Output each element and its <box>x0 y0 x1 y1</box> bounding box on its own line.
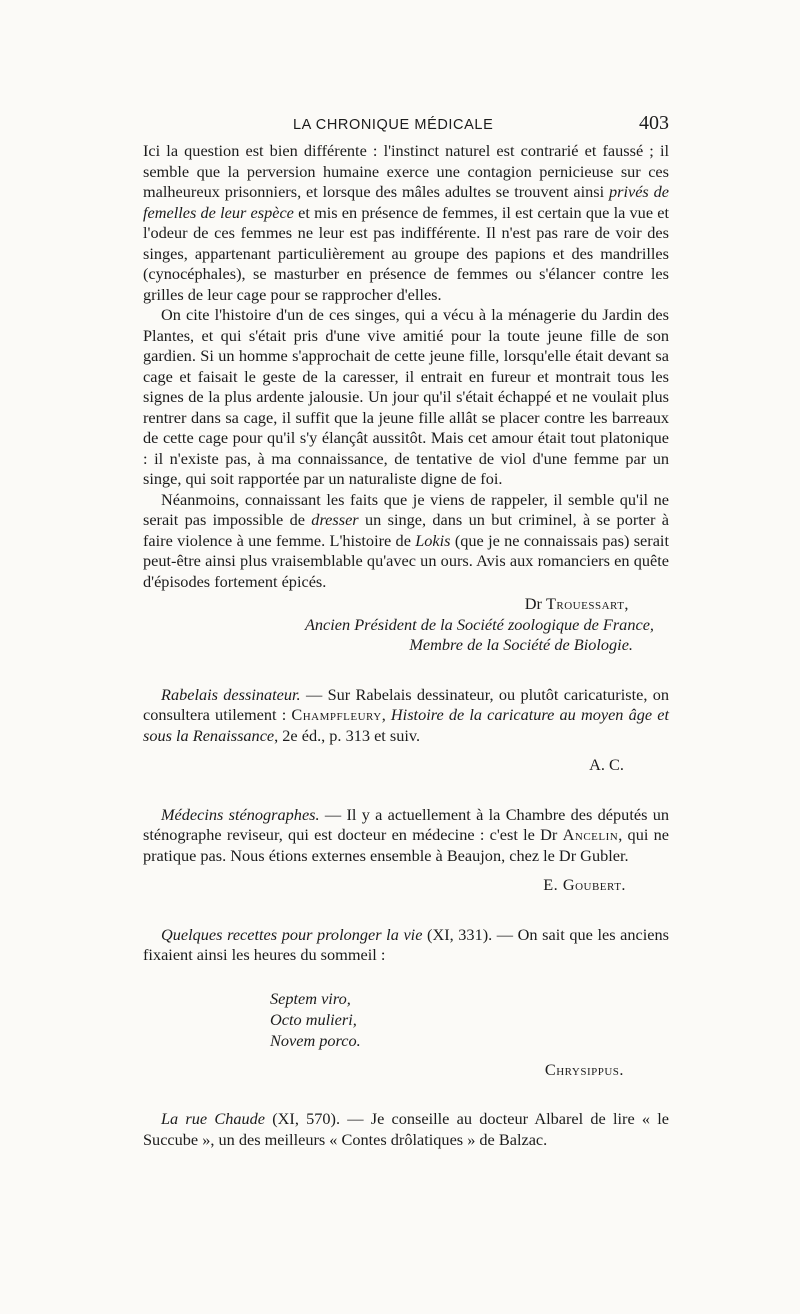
page-header <box>143 108 669 138</box>
italic-text: dresser <box>311 510 359 529</box>
page-number: 403 <box>639 112 669 134</box>
italic-text: Médecins sténographes. <box>161 804 320 824</box>
note-rue-chaude-text: La rue Chaude (XI, 570). — Je conseille au docteur Albarel de lire « le Succube », un des meilleurs « Contes drôlatiques » de Balzac. <box>143 1109 670 1149</box>
article-signature-name <box>143 594 669 615</box>
italic-text: Rabelais dessinateur. <box>161 684 301 704</box>
running-title: LA CHRONIQUE MÉDICALE <box>293 117 494 133</box>
italic-text: Lokis <box>415 530 451 550</box>
note-rue-chaude <box>143 1109 669 1150</box>
verse-line: Octo mulieri, <box>270 1009 357 1029</box>
article-paragraph-1: Ici la question est bien différente : l'instinct naturel est contrarié et faussé ; il semble que la perversion humaine exerce une contagion pernicieuse sur ces malheureux prisonniers, et lorsque des mâles adultes se trouvent ainsi privés de femelles de leur espèce et mis en présence de femmes, il est certain que la vue et l'odeur de ces femmes ne leur est pas indifférente. Il n'est pas rare de voir des singes, appartenant particulièrement au groupe des papions et des mandrilles (cynocéphales), se masturber en présence de femmes ou s'élancer contre les grilles de leur cage pour se rapprocher d'elles. <box>143 141 669 304</box>
note-stenographes-signature: E. Goubert. <box>543 875 626 894</box>
signature-title-1: Ancien Président de la Société zoologique de France, <box>304 614 654 634</box>
italic-text: Histoire de la caricature au moyen âge et sous la Renaissance <box>143 705 669 745</box>
note-recettes-signature: Chrysippus. <box>544 1059 624 1079</box>
note-recettes-text: Quelques recettes pour prolonger la vie (XI, 331). — On sait que les anciens fixaient ainsi les heures du sommeil : <box>143 924 669 964</box>
verse-line: Septem viro, <box>270 988 351 1008</box>
signature-prefix: Dr <box>524 594 542 613</box>
verse-line: Novem porco. <box>270 1030 361 1050</box>
note-rabelais-signature: A. C. <box>589 755 624 774</box>
note-rabelais-text: Rabelais dessinateur. — Sur Rabelais dessinateur, ou plutôt caricaturiste, on consultera utilement : Champfleury, Histoire de la caricature au moyen âge et sous la Renaissance, 2e éd., p. 313 et suiv. <box>143 684 669 745</box>
italic-text: Quelques recettes pour prolonger la vie <box>161 924 423 944</box>
note-stenographes-text: Médecins sténographes. — Il y a actuellement à la Chambre des députés un sténographe reviseur, qui est docteur en médecine : c'est le Dr Ancelin, qui ne pratique pas. Nous étions externes ensemble à Beaujon, chez le Dr Gubler. <box>143 804 669 865</box>
italic-text: privés de femelles de leur espèce <box>143 182 669 222</box>
article-paragraph-2: On cite l'histoire d'un de ces singes, qui a vécu à la ménagerie du Jardin des Plantes, et qui s'était pris d'une vive amitié pour la toute jeune fille de son gardien. Si un homme s'approchait de cette jeune fille, lorsqu'elle était devant sa cage et faisait le geste de la caresser, il entrait en fureur et montrait tous les signes de la plus ardente jalousie. Un jour qu'il s'était échappé et ne voulait plus rentrer dans sa cage, il suffit que la jeune fille allât se placer contre les barreaux de cette cage pour qu'il s'y élançât aussitôt. Mais cet amour était tout platonique : il n'existe pas, à ma connaissance, de tentative de viol d'une femme par un singe, qui soit rapportée par un naturaliste digne de foi. <box>143 305 669 488</box>
signature-author: Trouessart, <box>545 594 629 613</box>
page-body <box>143 141 669 1150</box>
small-caps-name: Champfleury <box>291 705 382 724</box>
latin-verses <box>143 988 669 1051</box>
note-stenographes <box>143 805 669 896</box>
note-rabelais <box>143 685 669 776</box>
small-caps-name: Ancelin <box>562 825 619 844</box>
note-recettes <box>143 925 669 1081</box>
italic-text: La rue Chaude <box>161 1109 265 1128</box>
signature-title-2: Membre de la Société de Biologie. <box>409 635 633 654</box>
article-paragraph-3: Néanmoins, connaissant les faits que je viens de rappeler, il semble qu'il ne serait pas impossible de dresser un singe, dans un but criminel, à se porter à faire violence à une femme. L'histoire de Lokis (que je ne connaissais pas) serait peut-être ainsi plus vraisemblable qu'avec un ours. Avis aux romanciers en quête d'épisodes fortement épicés. <box>143 489 670 591</box>
